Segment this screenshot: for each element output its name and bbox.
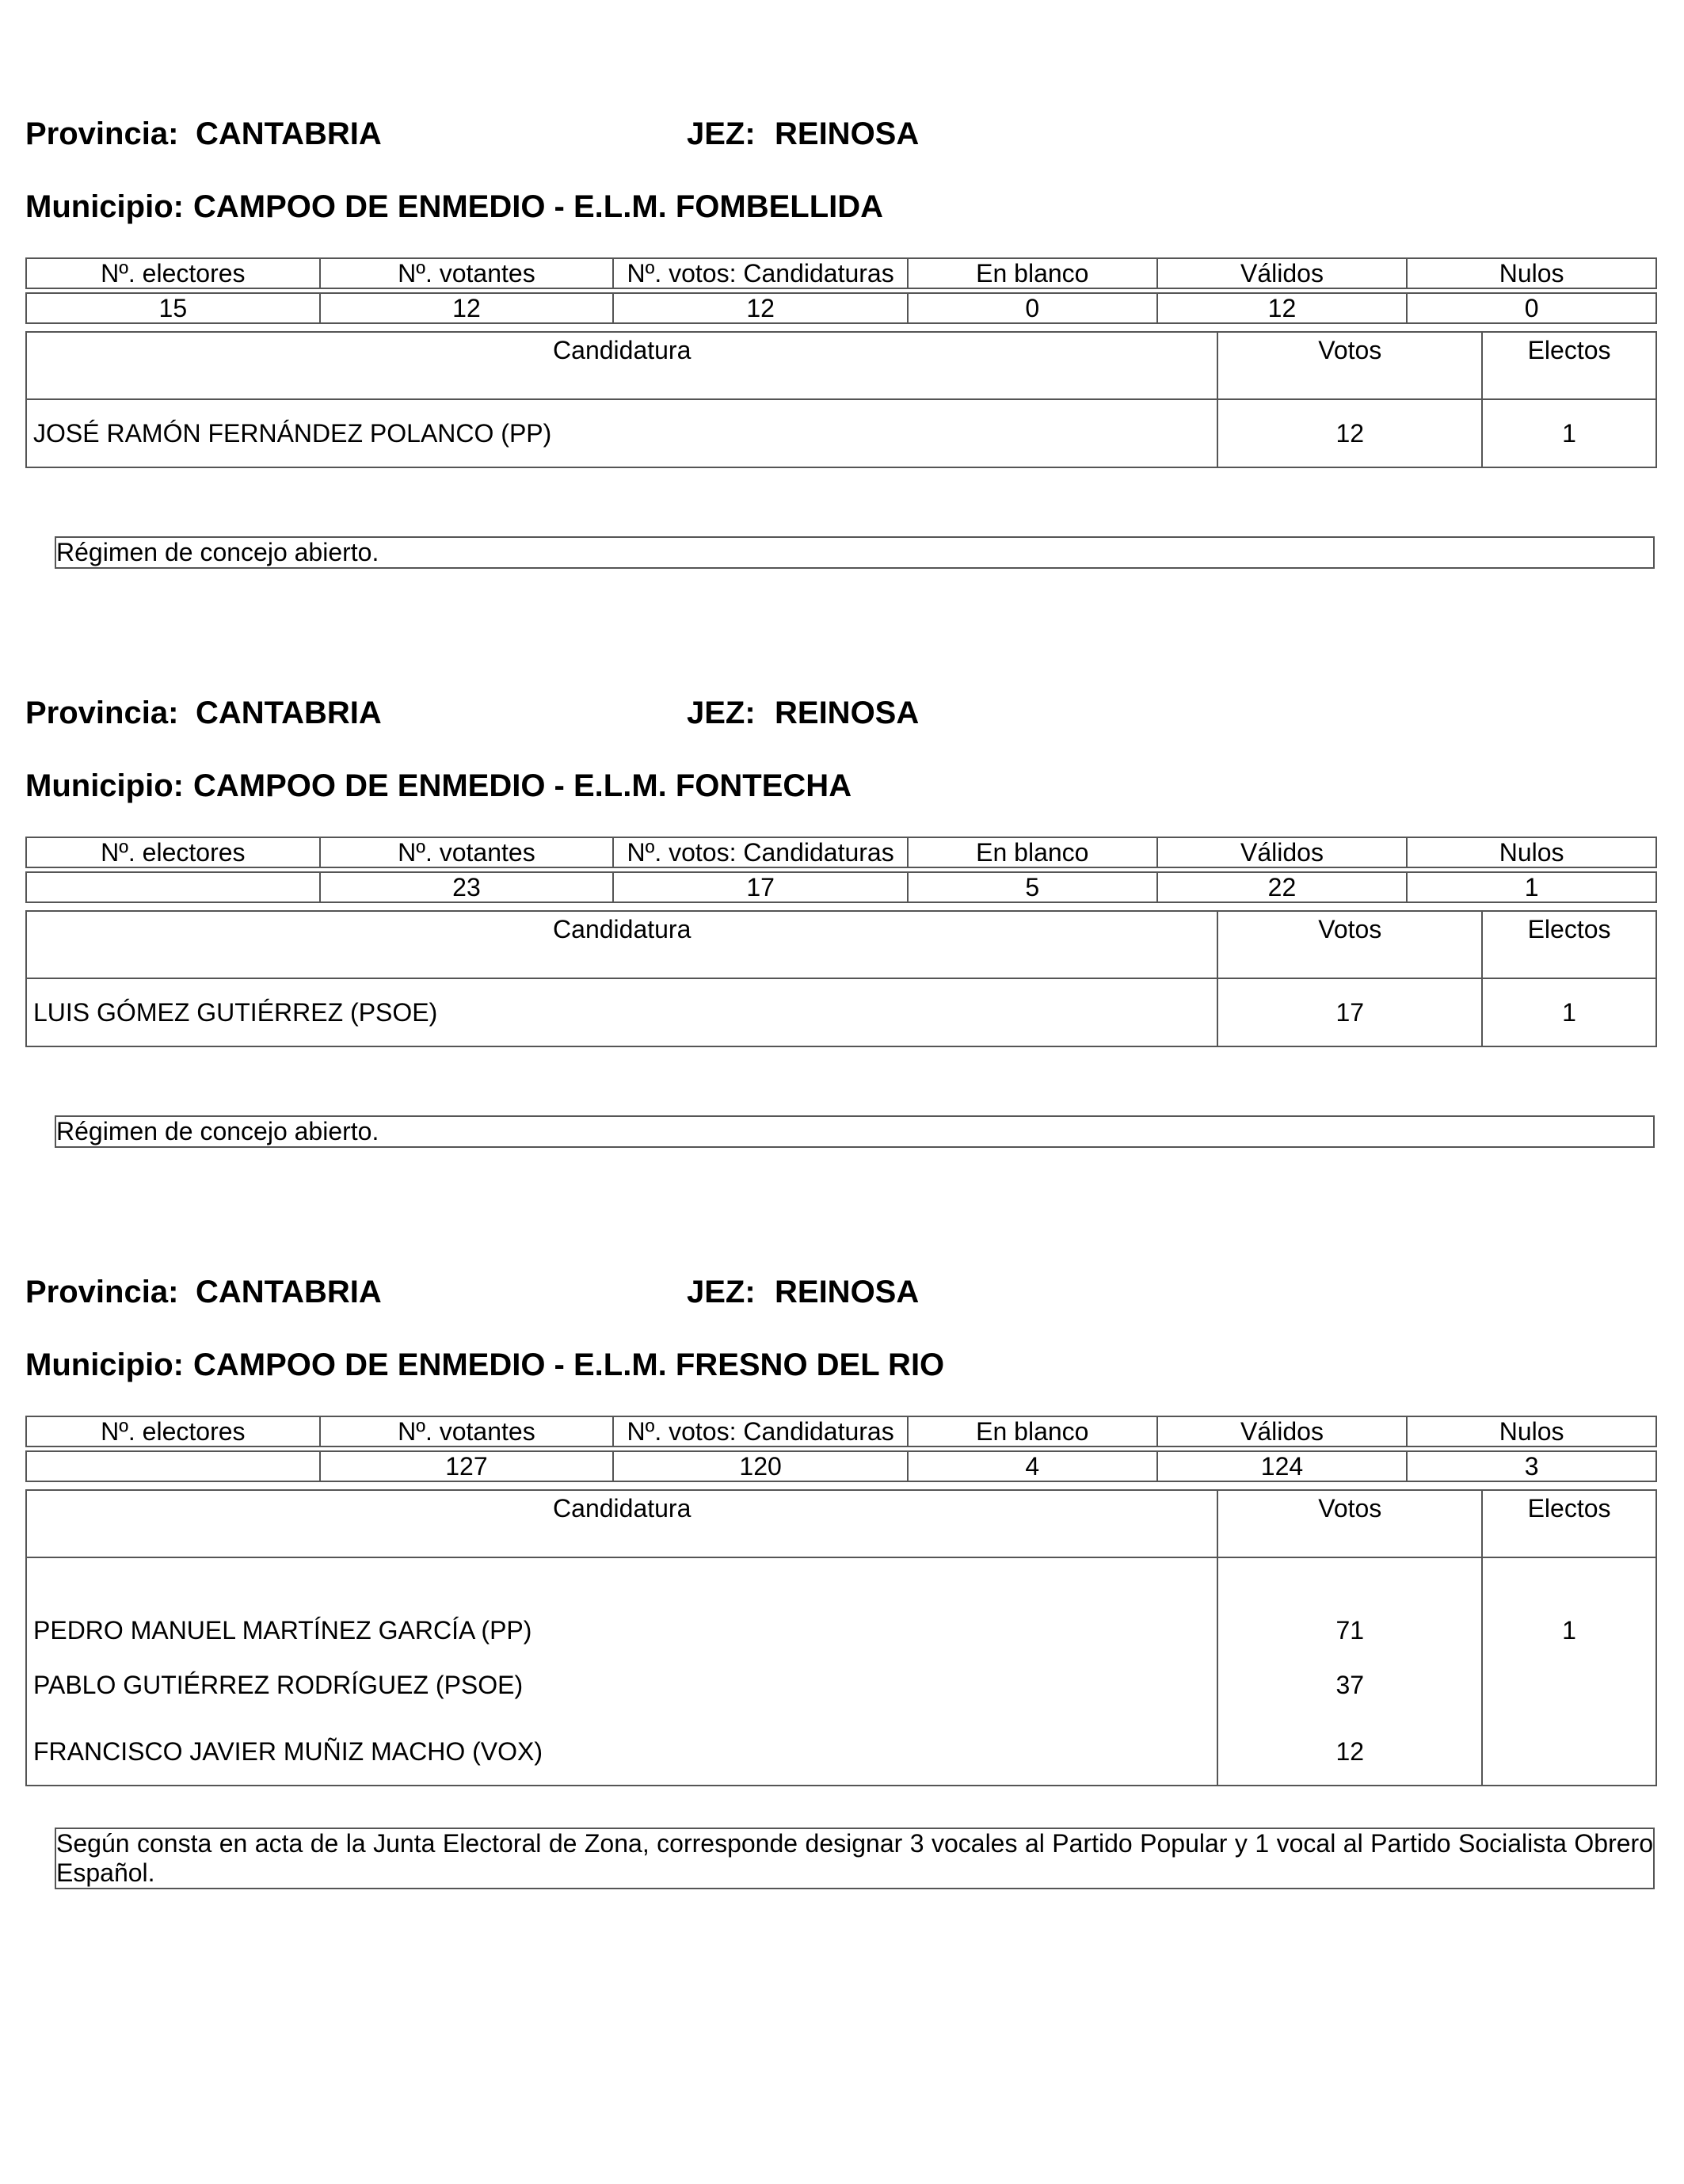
stats-table bbox=[25, 257, 1657, 324]
candidaturas-table bbox=[25, 331, 1657, 468]
col-en-blanco: En blanco bbox=[908, 258, 1157, 288]
provincia-label: Provincia: bbox=[25, 116, 179, 151]
val-votantes: 12 bbox=[320, 293, 614, 323]
section-fontecha bbox=[25, 696, 1657, 1145]
provincia-value: CANTABRIA bbox=[196, 1275, 382, 1309]
col-electos: Electos bbox=[1482, 332, 1656, 399]
val-votantes: 127 bbox=[320, 1451, 614, 1481]
stats-values-row bbox=[26, 1451, 1656, 1481]
jez-value: REINOSA bbox=[775, 1275, 920, 1309]
table-row bbox=[26, 978, 1656, 1046]
val-validos: 22 bbox=[1157, 872, 1408, 902]
table-row bbox=[26, 399, 1656, 467]
municipio-line bbox=[25, 189, 883, 225]
provincia-label: Provincia: bbox=[25, 696, 179, 730]
stats-values-row bbox=[26, 293, 1656, 323]
candidaturas-table bbox=[25, 910, 1657, 1047]
col-nulos: Nulos bbox=[1407, 258, 1656, 288]
candidaturas-table bbox=[25, 1489, 1657, 1786]
col-votos-candidaturas: Nº. votos: Candidaturas bbox=[613, 1416, 908, 1446]
candidato-votos: 71 bbox=[1217, 1557, 1482, 1652]
candidato-electos bbox=[1482, 1718, 1656, 1786]
section-header bbox=[25, 1275, 1657, 1314]
val-votos-candidaturas: 120 bbox=[613, 1451, 908, 1481]
col-nulos: Nulos bbox=[1407, 837, 1656, 867]
col-votantes: Nº. votantes bbox=[320, 258, 614, 288]
municipio-line bbox=[25, 768, 852, 804]
municipio-label: Municipio: bbox=[25, 1347, 184, 1382]
stats-table bbox=[25, 1416, 1657, 1482]
provincia-value: CANTABRIA bbox=[196, 696, 382, 730]
col-validos: Válidos bbox=[1157, 258, 1408, 288]
val-nulos: 0 bbox=[1407, 293, 1656, 323]
col-electos: Electos bbox=[1482, 1490, 1656, 1557]
municipio-label: Municipio: bbox=[25, 768, 184, 803]
nota-box: Régimen de concejo abierto. bbox=[55, 1115, 1655, 1148]
candidato-nombre: PEDRO MANUEL MARTÍNEZ GARCÍA (PP) bbox=[26, 1557, 1217, 1652]
val-validos: 12 bbox=[1157, 293, 1408, 323]
jez-label: JEZ: bbox=[687, 116, 756, 151]
candidaturas-header-row bbox=[26, 911, 1656, 978]
col-votos: Votos bbox=[1217, 911, 1482, 978]
jez-value: REINOSA bbox=[775, 116, 920, 151]
candidato-nombre: JOSÉ RAMÓN FERNÁNDEZ POLANCO (PP) bbox=[26, 399, 1217, 467]
table-row bbox=[26, 1652, 1656, 1718]
table-row bbox=[26, 1557, 1656, 1652]
candidato-electos bbox=[1482, 1652, 1656, 1718]
stats-header-row bbox=[26, 837, 1656, 867]
val-validos: 124 bbox=[1157, 1451, 1408, 1481]
val-electores bbox=[26, 1451, 320, 1481]
col-votos-candidaturas: Nº. votos: Candidaturas bbox=[613, 258, 908, 288]
val-votantes: 23 bbox=[320, 872, 614, 902]
provincia-label: Provincia: bbox=[25, 1275, 179, 1309]
stats-header-row bbox=[26, 1416, 1656, 1446]
col-votantes: Nº. votantes bbox=[320, 837, 614, 867]
val-votos-candidaturas: 17 bbox=[613, 872, 908, 902]
municipio-value: CAMPOO DE ENMEDIO - E.L.M. FRESNO DEL RIO bbox=[192, 1347, 945, 1382]
candidato-votos: 17 bbox=[1217, 978, 1482, 1046]
table-row bbox=[26, 1718, 1656, 1786]
candidato-votos: 12 bbox=[1217, 1718, 1482, 1786]
val-en-blanco: 5 bbox=[908, 872, 1157, 902]
stats-table bbox=[25, 837, 1657, 903]
stats-values-row bbox=[26, 872, 1656, 902]
municipio-value: CAMPOO DE ENMEDIO - E.L.M. FONTECHA bbox=[192, 768, 852, 803]
col-candidatura: Candidatura bbox=[26, 1490, 1217, 1557]
val-electores: 15 bbox=[26, 293, 320, 323]
section-fresno-del-rio bbox=[25, 1275, 1657, 1887]
col-votos: Votos bbox=[1217, 1490, 1482, 1557]
col-en-blanco: En blanco bbox=[908, 1416, 1157, 1446]
col-electores: Nº. electores bbox=[26, 1416, 320, 1446]
val-votos-candidaturas: 12 bbox=[613, 293, 908, 323]
val-nulos: 1 bbox=[1407, 872, 1656, 902]
candidaturas-header-row bbox=[26, 332, 1656, 399]
col-candidatura: Candidatura bbox=[26, 911, 1217, 978]
col-electores: Nº. electores bbox=[26, 837, 320, 867]
nota-box: Según consta en acta de la Junta Electoral de Zona, corresponde designar 3 vocales al Partido Popular y 1 vocal al Partido Socialista Obrero Español. bbox=[55, 1828, 1655, 1889]
section-header bbox=[25, 116, 1657, 156]
nota-box: Régimen de concejo abierto. bbox=[55, 536, 1655, 569]
candidato-electos: 1 bbox=[1482, 1557, 1656, 1652]
col-votantes: Nº. votantes bbox=[320, 1416, 614, 1446]
candidato-votos: 37 bbox=[1217, 1652, 1482, 1718]
jez-value: REINOSA bbox=[775, 696, 920, 730]
candidato-electos: 1 bbox=[1482, 399, 1656, 467]
candidato-nombre: PABLO GUTIÉRREZ RODRÍGUEZ (PSOE) bbox=[26, 1652, 1217, 1718]
stats-header-row bbox=[26, 258, 1656, 288]
col-validos: Válidos bbox=[1157, 1416, 1408, 1446]
col-electores: Nº. electores bbox=[26, 258, 320, 288]
col-votos: Votos bbox=[1217, 332, 1482, 399]
col-en-blanco: En blanco bbox=[908, 837, 1157, 867]
col-nulos: Nulos bbox=[1407, 1416, 1656, 1446]
val-en-blanco: 0 bbox=[908, 293, 1157, 323]
val-electores bbox=[26, 872, 320, 902]
candidato-nombre: FRANCISCO JAVIER MUÑIZ MACHO (VOX) bbox=[26, 1718, 1217, 1786]
col-electos: Electos bbox=[1482, 911, 1656, 978]
municipio-value: CAMPOO DE ENMEDIO - E.L.M. FOMBELLIDA bbox=[192, 189, 884, 224]
candidato-nombre: LUIS GÓMEZ GUTIÉRREZ (PSOE) bbox=[26, 978, 1217, 1046]
candidato-votos: 12 bbox=[1217, 399, 1482, 467]
candidaturas-header-row bbox=[26, 1490, 1656, 1557]
jez-label: JEZ: bbox=[687, 1275, 756, 1309]
col-votos-candidaturas: Nº. votos: Candidaturas bbox=[613, 837, 908, 867]
col-candidatura: Candidatura bbox=[26, 332, 1217, 399]
val-nulos: 3 bbox=[1407, 1451, 1656, 1481]
provincia-value: CANTABRIA bbox=[196, 116, 382, 151]
municipio-line bbox=[25, 1347, 944, 1383]
section-fombellida bbox=[25, 116, 1657, 566]
val-en-blanco: 4 bbox=[908, 1451, 1157, 1481]
section-header bbox=[25, 696, 1657, 735]
col-validos: Válidos bbox=[1157, 837, 1408, 867]
municipio-label: Municipio: bbox=[25, 189, 184, 224]
candidato-electos: 1 bbox=[1482, 978, 1656, 1046]
jez-label: JEZ: bbox=[687, 696, 756, 730]
